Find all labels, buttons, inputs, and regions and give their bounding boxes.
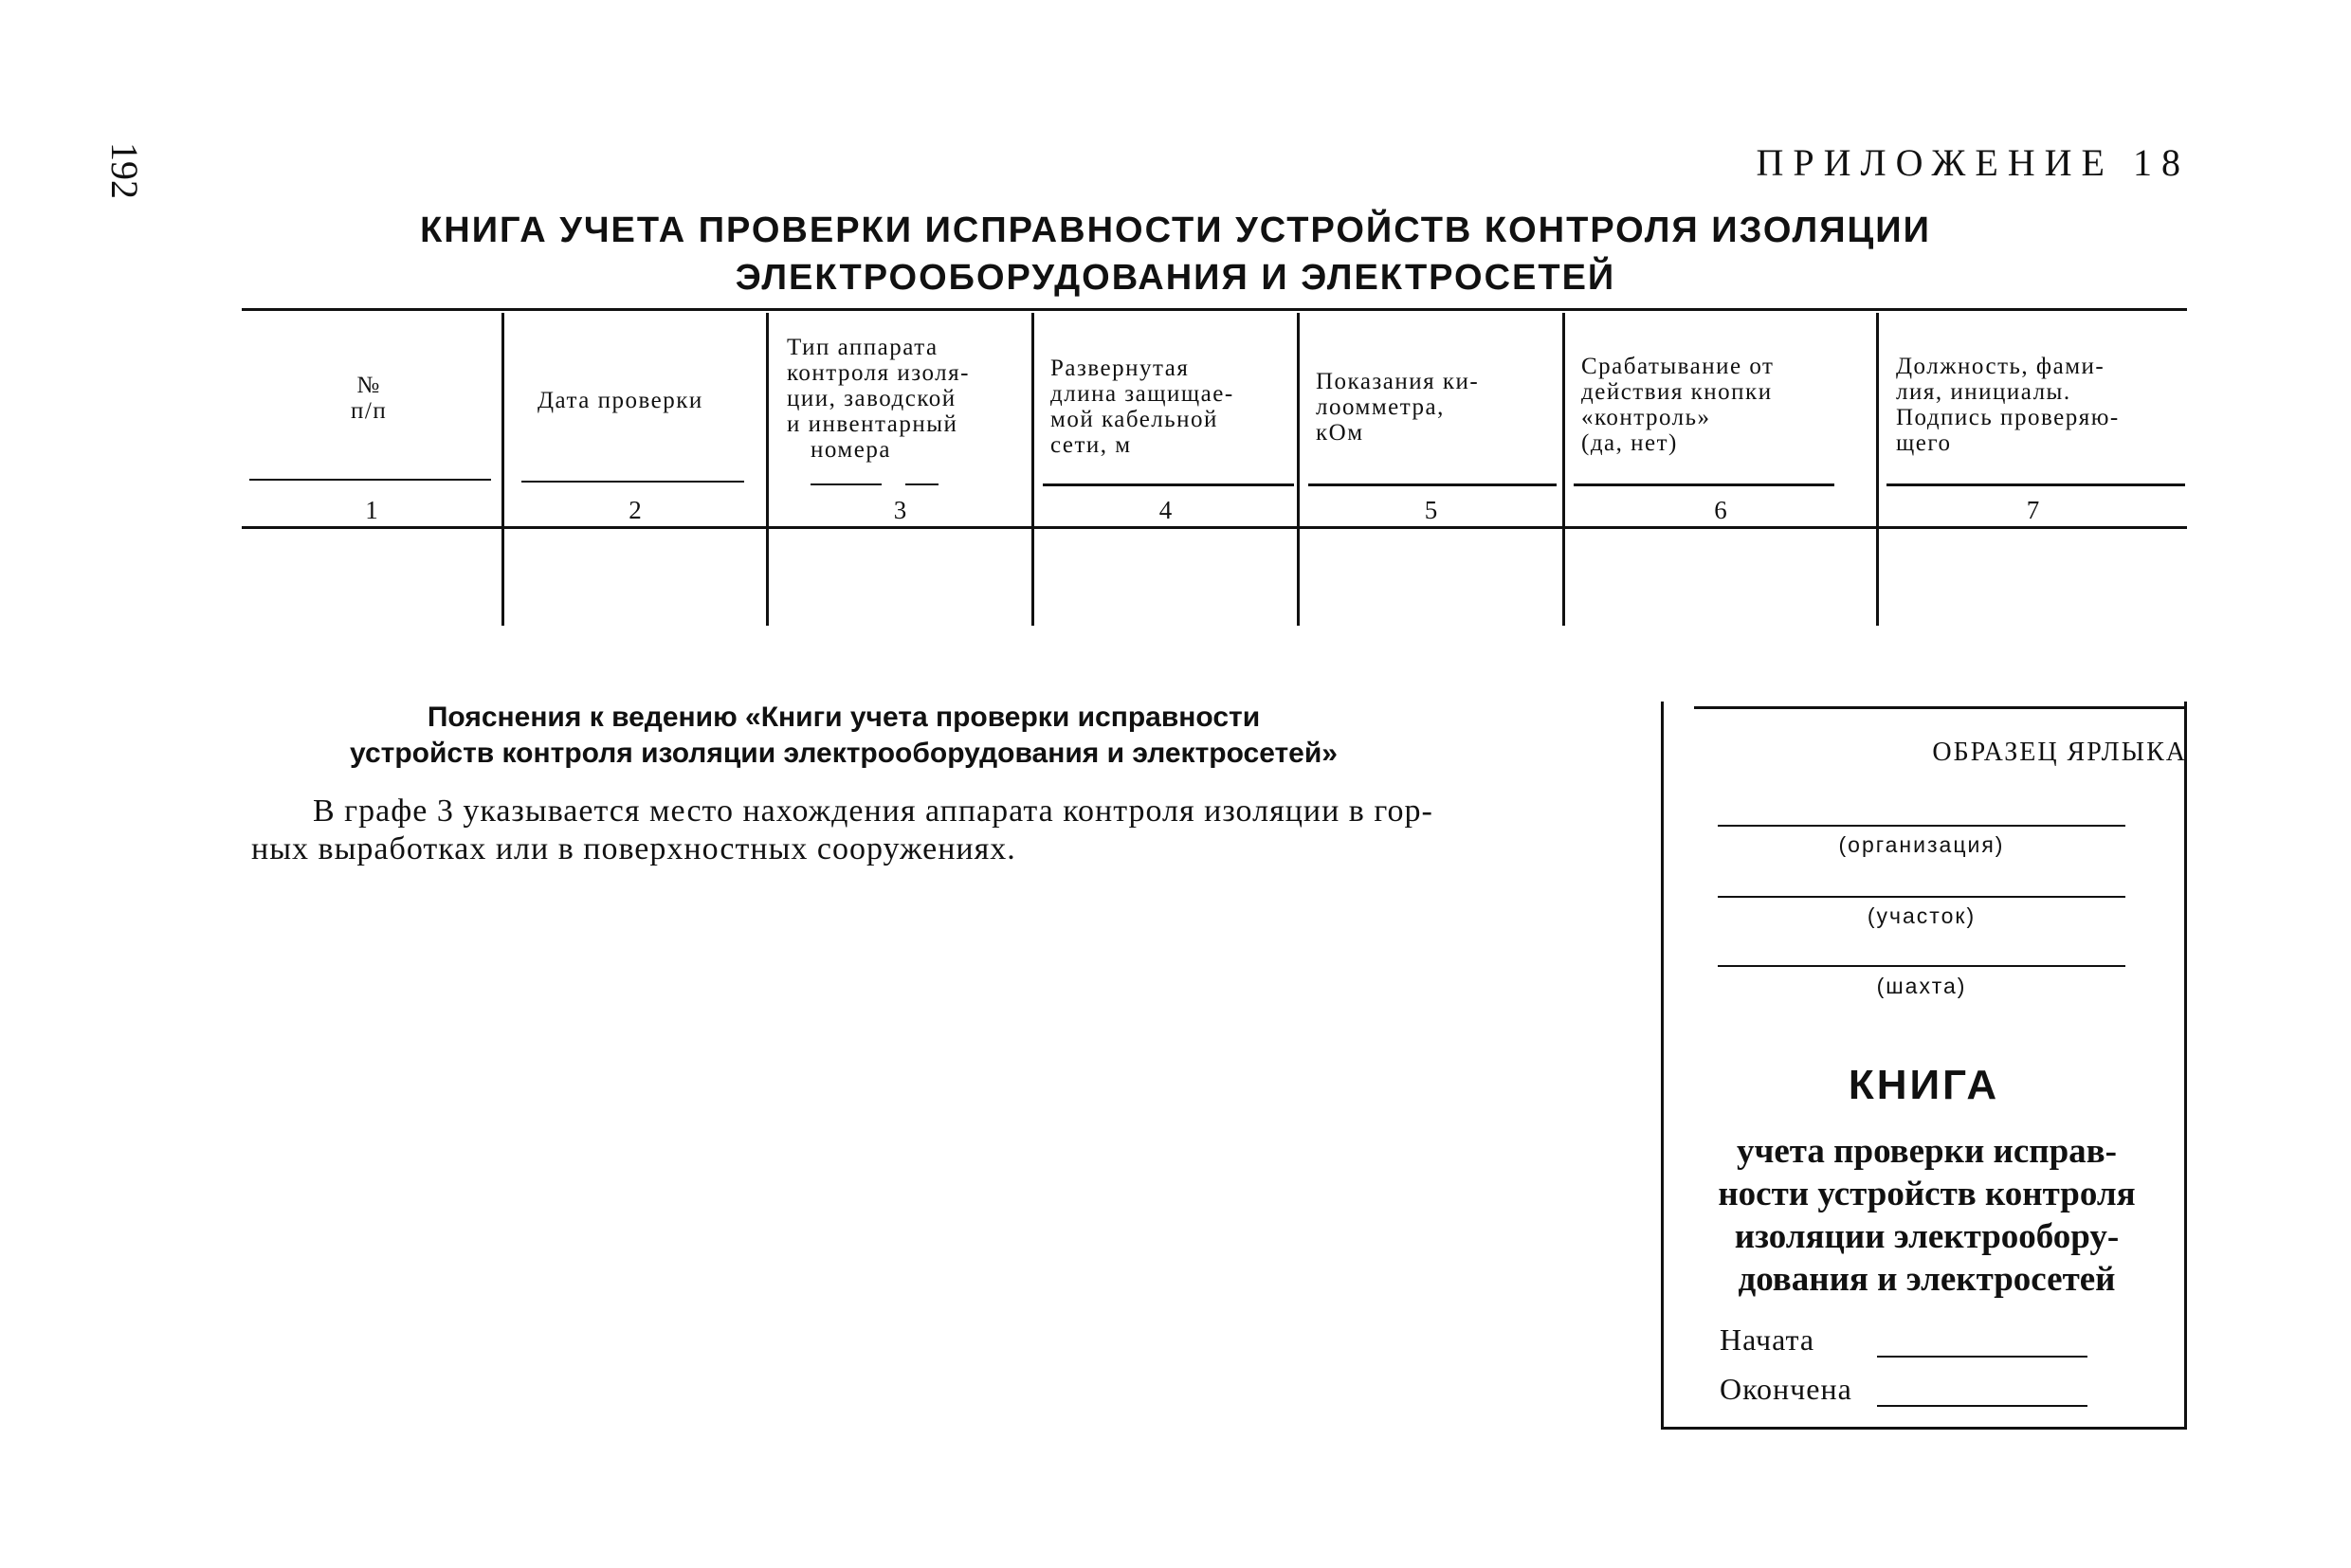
label-text-line: дования и электросетей — [1738, 1260, 2116, 1299]
col-underline — [1574, 483, 1834, 486]
header-text: № — [356, 373, 381, 398]
field-line — [1718, 825, 2125, 827]
header-text: Показания ки- — [1316, 369, 1480, 394]
header-text: сети, м — [1050, 432, 1132, 458]
notes-title — [284, 700, 1403, 772]
field-line — [1718, 965, 2125, 967]
notes-body-line: В графе 3 указывается место нахождения аппарата контроля изоляции в гор- — [313, 793, 1433, 829]
column-number: 5 — [1424, 496, 1438, 524]
header-text: Тип аппарата — [787, 335, 939, 360]
started-line — [1877, 1356, 2087, 1358]
col-underline — [905, 483, 939, 485]
header-text: (да, нет) — [1581, 430, 1678, 456]
label-top-rule — [1694, 706, 2187, 709]
header-col-6 — [1581, 354, 1774, 456]
column-separator — [501, 313, 504, 626]
column-number: 2 — [629, 496, 642, 524]
label-heading: КНИГА — [1848, 1062, 2000, 1108]
page-number: 192 — [103, 142, 146, 199]
section-caption: (участок) — [1867, 903, 1977, 928]
col-underline — [249, 479, 491, 481]
notes-title-line: Пояснения к ведению «Книги учета проверки исправности — [427, 702, 1261, 733]
organization-caption: (организация) — [1838, 832, 2005, 857]
header-text: п/п — [351, 398, 388, 424]
notes-title-line: устройств контроля изоляции электрооборудования и электросетей» — [350, 738, 1338, 769]
header-text: длина защищае- — [1050, 381, 1234, 407]
label-text-line: ности устройств контроля — [1718, 1175, 2136, 1213]
header-text: лоомметра, — [1316, 394, 1445, 420]
col-underline — [1886, 483, 2185, 486]
column-number: 7 — [2026, 496, 2040, 524]
column-separator — [1297, 313, 1300, 626]
mine-caption: (шахта) — [1876, 974, 1967, 998]
column-separator — [1876, 313, 1879, 626]
title-line-2: ЭЛЕКТРООБОРУДОВАНИЯ И ЭЛЕКТРОСЕТЕЙ — [735, 258, 1616, 298]
record-table — [242, 308, 2187, 635]
header-col-2 — [538, 388, 703, 413]
header-text: Подпись проверяю- — [1896, 405, 2120, 430]
finished-label: Окончена — [1720, 1372, 1852, 1406]
header-text: и инвентарный — [787, 411, 958, 437]
header-text: мой кабельной — [1050, 407, 1218, 432]
header-text: действия кнопки — [1581, 379, 1773, 405]
header-col-5 — [1316, 369, 1479, 446]
column-separator — [766, 313, 769, 626]
finished-line — [1877, 1405, 2087, 1407]
header-text: «контроль» — [1581, 405, 1711, 430]
notes-body — [251, 793, 1578, 868]
started-label: Начата — [1720, 1322, 1815, 1357]
header-col-7 — [1896, 354, 2120, 456]
col-underline — [1043, 483, 1294, 486]
column-separator — [1562, 313, 1565, 626]
notes-body-line: ных выработках или в поверхностных сооружениях. — [251, 831, 1016, 866]
column-number: 3 — [893, 496, 907, 524]
header-text: ции, заводской — [787, 386, 957, 411]
header-text: Дата проверки — [538, 388, 703, 413]
header-text: лия, инициалы. — [1896, 379, 2071, 405]
header-col-4 — [1050, 356, 1234, 458]
label-text — [1668, 1130, 2185, 1301]
label-caption: ОБРАЗЕЦ ЯРЛЫКА — [1932, 738, 2187, 767]
column-number: 6 — [1714, 496, 1727, 524]
label-sample — [1661, 702, 2187, 1430]
label-text-line: учета проверки исправ- — [1737, 1132, 2117, 1171]
col-underline — [1308, 483, 1557, 486]
label-text-line: изоляции электрообору- — [1734, 1217, 2120, 1256]
title-line-1: КНИГА УЧЕТА ПРОВЕРКИ ИСПРАВНОСТИ УСТРОЙСТВ КОНТРОЛЯ ИЗОЛЯЦИИ — [420, 210, 1931, 250]
field-line — [1718, 896, 2125, 898]
label-bottom-rule — [1661, 1427, 2187, 1430]
table-top-rule — [242, 308, 2187, 311]
header-text: контроля изоля- — [787, 360, 970, 386]
header-text: Развернутая — [1050, 356, 1190, 381]
header-text: Срабатывание от — [1581, 354, 1775, 379]
header-text: номера — [811, 437, 891, 463]
header-text: кОм — [1316, 420, 1364, 446]
column-separator — [1031, 313, 1034, 626]
column-number: 4 — [1158, 496, 1173, 524]
col-underline — [811, 483, 882, 485]
header-text: Должность, фами- — [1896, 354, 2105, 379]
page-title — [246, 207, 2105, 301]
header-text: щего — [1896, 430, 1952, 456]
header-col-1 — [351, 373, 387, 424]
table-header-rule — [242, 526, 2187, 529]
col-underline — [521, 481, 744, 483]
header-col-3 — [787, 335, 970, 463]
appendix-label: ПРИЛОЖЕНИЕ 18 — [1756, 141, 2190, 184]
column-number: 1 — [365, 496, 378, 524]
